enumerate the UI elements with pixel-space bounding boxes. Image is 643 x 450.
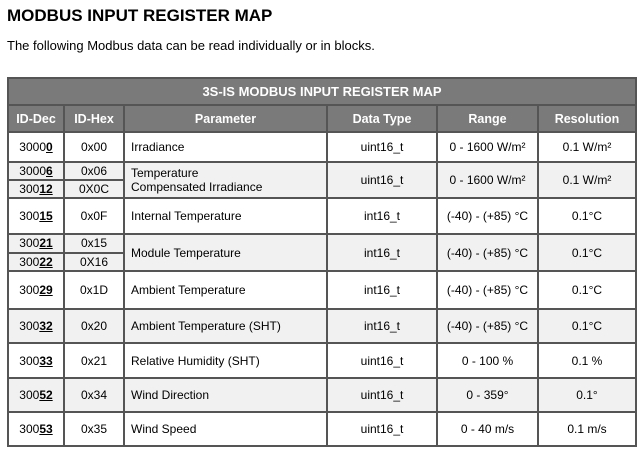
id-hex: 0x06 <box>64 162 124 180</box>
range: 0 - 1600 W/m² <box>437 162 538 198</box>
id-hex: 0x15 <box>64 234 124 253</box>
id-hex: 0x0F <box>64 198 124 234</box>
parameter-line: Temperature <box>131 166 199 180</box>
data-type: int16_t <box>327 309 437 343</box>
header-id-dec: ID-Dec <box>8 105 64 132</box>
table-row <box>8 343 636 378</box>
header-data-type: Data Type <box>327 105 437 132</box>
table-row <box>8 271 636 309</box>
id-suffix: 0 <box>46 140 53 154</box>
header-parameter: Parameter <box>124 105 327 132</box>
id-hex: 0x00 <box>64 132 124 162</box>
data-type: int16_t <box>327 234 437 271</box>
id-prefix: 300 <box>19 422 40 436</box>
id-suffix: 53 <box>39 422 53 436</box>
parameter-line: Relative Humidity (SHT) <box>131 353 260 368</box>
id-prefix: 3000 <box>19 164 46 178</box>
parameter-line: Ambient Temperature (SHT) <box>131 319 281 333</box>
parameter <box>124 412 327 446</box>
id-dec <box>8 412 64 446</box>
resolution: 0.1 W/m² <box>538 162 636 198</box>
parameter-line: Compensated Irradiance <box>131 180 263 194</box>
header-range: Range <box>437 105 538 132</box>
id-dec <box>8 162 64 180</box>
id-dec <box>8 253 64 272</box>
table-row <box>8 309 636 343</box>
id-hex: 0x20 <box>64 309 124 343</box>
parameter-line: Wind Speed <box>131 422 197 436</box>
parameter-line: Internal Temperature <box>131 209 242 223</box>
data-type: int16_t <box>327 198 437 234</box>
id-hex: 0x35 <box>64 412 124 446</box>
data-type: uint16_t <box>327 132 437 162</box>
id-suffix: 29 <box>39 283 53 297</box>
table-row <box>8 162 636 180</box>
id-hex: 0x21 <box>64 343 124 378</box>
register-map-table <box>7 77 637 447</box>
id-hex: 0X0C <box>64 180 124 198</box>
id-suffix: 52 <box>39 388 53 402</box>
range: 0 - 1600 W/m² <box>437 132 538 162</box>
id-hex: 0X16 <box>64 253 124 272</box>
parameter <box>124 378 327 412</box>
intro-text: The following Modbus data can be read individually or in blocks. <box>7 38 375 53</box>
data-type: uint16_t <box>327 378 437 412</box>
id-prefix: 3000 <box>19 140 46 154</box>
id-dec <box>8 198 64 234</box>
id-prefix: 300 <box>19 353 40 368</box>
range: (-40) - (+85) °C <box>437 198 538 234</box>
resolution: 0.1 % <box>538 343 636 378</box>
id-suffix: 32 <box>39 319 53 333</box>
id-suffix: 22 <box>39 254 53 269</box>
id-prefix: 300 <box>19 283 40 297</box>
table-row <box>8 378 636 412</box>
id-dec <box>8 180 64 198</box>
range: 0 - 40 m/s <box>437 412 538 446</box>
id-dec <box>8 271 64 309</box>
table-row <box>8 234 636 253</box>
parameter <box>124 234 327 271</box>
id-hex: 0x34 <box>64 378 124 412</box>
id-prefix: 300 <box>19 209 40 223</box>
id-suffix: 12 <box>39 182 53 196</box>
resolution: 0.1° <box>538 378 636 412</box>
page-title: MODBUS INPUT REGISTER MAP <box>7 6 273 25</box>
range: (-40) - (+85) °C <box>437 309 538 343</box>
id-suffix: 33 <box>39 353 53 368</box>
parameter-line: Module Temperature <box>131 245 241 260</box>
data-type: uint16_t <box>327 343 437 378</box>
parameter-line: Wind Direction <box>131 388 210 402</box>
id-suffix: 6 <box>46 164 53 178</box>
id-dec <box>8 234 64 253</box>
range: 0 - 100 % <box>437 343 538 378</box>
data-type: uint16_t <box>327 162 437 198</box>
data-type: int16_t <box>327 271 437 309</box>
id-prefix: 300 <box>19 236 40 251</box>
range: (-40) - (+85) °C <box>437 234 538 271</box>
table-row <box>8 412 636 446</box>
resolution: 0.1°C <box>538 198 636 234</box>
resolution: 0.1 W/m² <box>538 132 636 162</box>
resolution: 0.1 m/s <box>538 412 636 446</box>
id-hex: 0x1D <box>64 271 124 309</box>
parameter <box>124 132 327 162</box>
table-row <box>8 132 636 162</box>
resolution: 0.1°C <box>538 271 636 309</box>
id-dec <box>8 343 64 378</box>
id-prefix: 300 <box>19 182 40 196</box>
parameter-line: Ambient Temperature <box>131 283 246 297</box>
id-suffix: 15 <box>39 209 53 223</box>
id-dec <box>8 378 64 412</box>
table-row <box>8 198 636 234</box>
range: (-40) - (+85) °C <box>437 271 538 309</box>
parameter <box>124 271 327 309</box>
parameter <box>124 309 327 343</box>
id-prefix: 300 <box>19 254 40 269</box>
parameter <box>124 198 327 234</box>
id-dec <box>8 309 64 343</box>
data-type: uint16_t <box>327 412 437 446</box>
parameter <box>124 343 327 378</box>
id-prefix: 300 <box>19 388 40 402</box>
parameter <box>124 162 327 198</box>
resolution: 0.1°C <box>538 309 636 343</box>
table-caption: 3S-IS MODBUS INPUT REGISTER MAP <box>8 78 636 105</box>
id-dec <box>8 132 64 162</box>
id-prefix: 300 <box>19 319 40 333</box>
header-id-hex: ID-Hex <box>64 105 124 132</box>
resolution: 0.1°C <box>538 234 636 271</box>
header-resolution: Resolution <box>538 105 636 132</box>
parameter-line: Irradiance <box>131 140 185 154</box>
range: 0 - 359° <box>437 378 538 412</box>
id-suffix: 21 <box>39 236 53 251</box>
